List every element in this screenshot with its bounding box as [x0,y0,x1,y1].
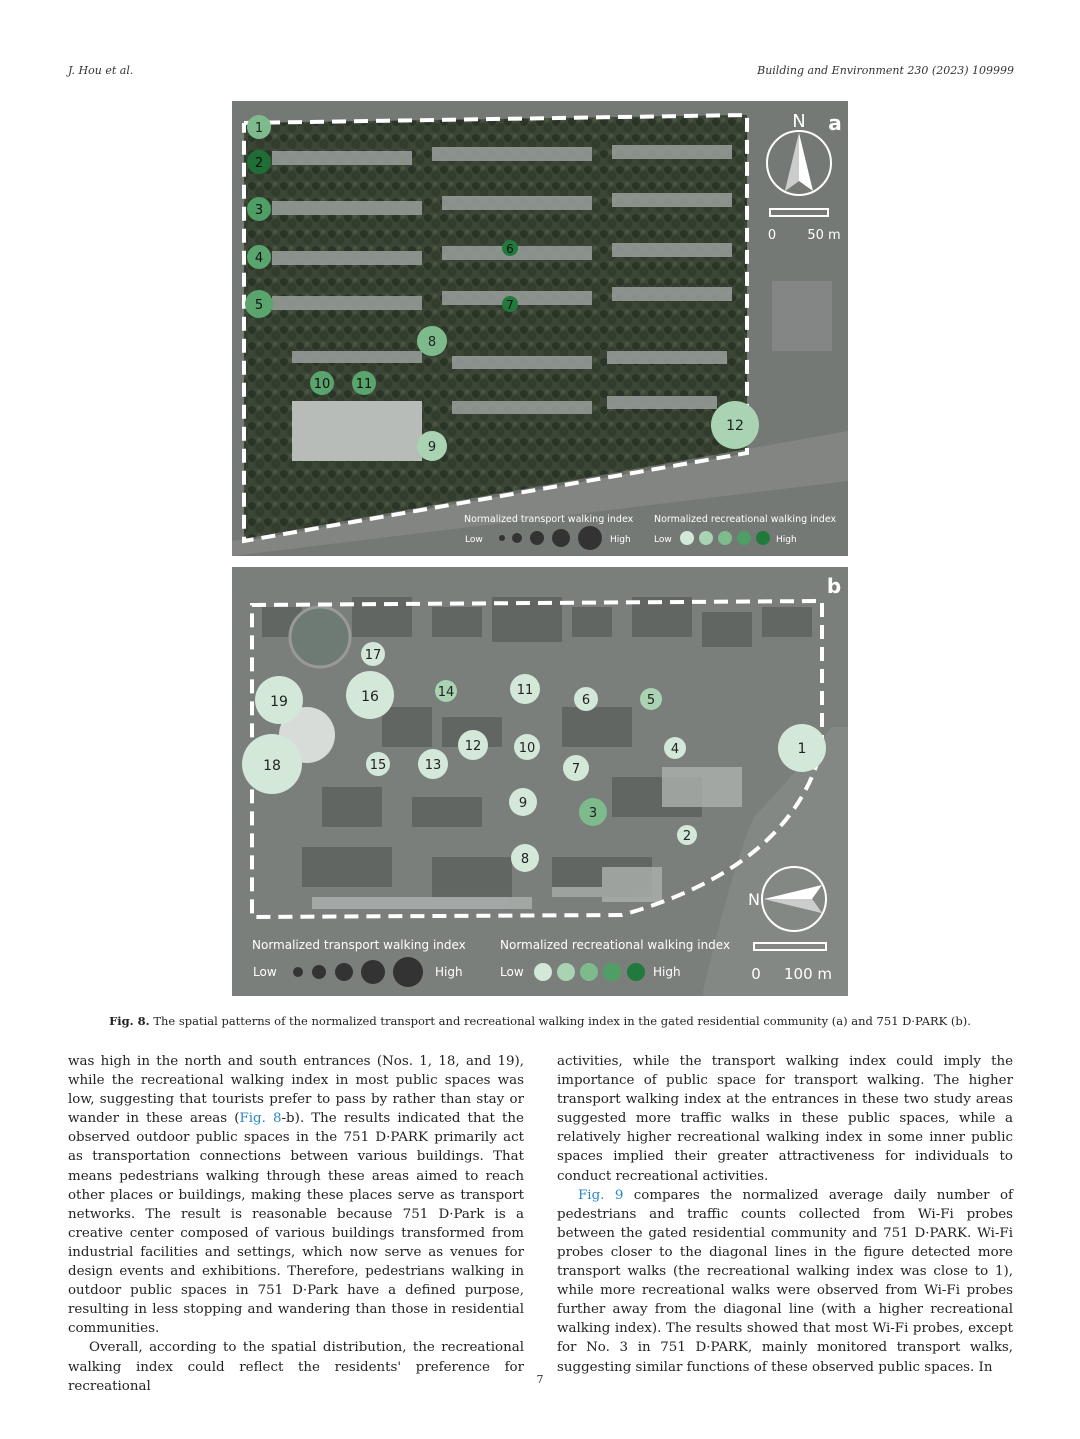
probe-point [511,844,539,872]
large-building [292,401,422,461]
probe-point [245,290,273,318]
svg-text:14: 14 [437,685,455,700]
probe-point [247,197,271,221]
svg-text:Low: Low [465,535,483,545]
page-number: 7 [536,1373,544,1386]
svg-text:Normalized recreational walkin: Normalized recreational walking index [500,938,731,952]
svg-text:9: 9 [518,796,528,811]
probe-point [502,296,518,312]
svg-text:11: 11 [516,683,534,698]
paragraph: Fig. 9 compares the normalized average daily number of pedestrians and traffic counts collected from Wi-Fi probes between the gated residential community and 751 D·PARK. Wi-Fi probes closer to the diagonal lines in the figure detected more transport walks (the recreational walking index was close to 1), while more recreational walks were observed from Wi-Fi probes further away from the diagonal line (with a higher recreational walking index). The results showed that most Wi-Fi probes, except for No. 3 in 751 D·PARK, mainly monitored transport walks, suggesting similar functions of these observed public spaces. In [557,1187,1013,1375]
svg-text:15: 15 [369,758,387,773]
svg-text:16: 16 [361,689,379,705]
svg-text:0: 0 [751,965,761,983]
svg-text:12: 12 [464,739,482,754]
panel-label-a: a [828,111,842,135]
probe-point [310,371,334,395]
figure-reference-link[interactable]: Fig. 8 [239,1111,282,1127]
svg-text:3: 3 [588,806,598,821]
figure-caption [68,1014,1012,1028]
probe-point [778,724,826,772]
probe-point [352,371,376,395]
svg-text:6: 6 [581,693,591,708]
probe-point [502,240,518,256]
svg-text:7: 7 [506,298,514,312]
probe-point [247,115,271,139]
svg-text:N: N [792,111,806,132]
caption-text: The spatial patterns of the normalized transport and recreational walking index in the gated residential community (a) and 751 D·PARK (b). [153,1014,971,1028]
probe-point [417,326,447,356]
svg-text:Normalized transport walking i: Normalized transport walking index [464,514,634,525]
probe-point [510,674,540,704]
svg-text:Normalized transport walking i: Normalized transport walking index [252,938,466,952]
svg-text:1: 1 [797,741,807,757]
probe-point [247,150,271,174]
svg-text:High: High [435,965,463,979]
probe-point [563,755,589,781]
probe-point [346,671,394,719]
probe-point [247,245,271,269]
caption-label: Fig. 8. [109,1014,150,1028]
svg-text:50 m: 50 m [807,228,841,243]
probe-point [417,431,447,461]
running-header-authors: J. Hou et al. [68,64,134,77]
svg-text:3: 3 [254,203,264,218]
svg-text:17: 17 [364,648,382,663]
svg-text:Low: Low [654,535,672,545]
svg-text:10: 10 [313,377,331,392]
svg-text:1: 1 [254,121,264,136]
svg-text:Normalized recreational walkin: Normalized recreational walking index [654,514,837,525]
svg-text:High: High [776,535,797,545]
svg-text:19: 19 [270,694,288,710]
svg-text:Low: Low [500,965,524,979]
probe-point [366,752,390,776]
figure-reference-link[interactable]: Fig. 9 [578,1187,624,1203]
probe-point [509,788,537,816]
svg-text:8: 8 [520,852,530,867]
probe-point [711,401,759,449]
svg-text:13: 13 [424,758,442,773]
probe-point [664,737,686,759]
svg-text:11: 11 [355,377,373,392]
probe-point [579,798,607,826]
svg-text:5: 5 [646,693,656,708]
probe-point [458,730,488,760]
svg-text:High: High [610,535,631,545]
body-column-right [557,1052,1013,1377]
probe-point [574,687,598,711]
svg-text:9: 9 [427,440,437,455]
figure-8b-map [232,567,848,996]
svg-text:8: 8 [427,335,437,350]
svg-text:2: 2 [254,156,264,171]
probe-point [435,680,457,702]
svg-text:12: 12 [726,418,744,434]
svg-text:7: 7 [571,762,581,777]
probe-point [514,734,540,760]
svg-text:0: 0 [767,228,777,243]
svg-text:10: 10 [518,741,536,756]
probe-point [418,749,448,779]
paragraph: was high in the north and south entrances (Nos. 1, 18, and 19), while the recreational walking index in most public spaces was low, suggesting that tourists prefer to pass by rather than stay or wander in these areas (Fig. 8-b). The results indicated that the observed outdoor public spaces in the 751 D·PARK primarily act as transportation connections between various buildings. That means pedestrians walking through these areas aimed to reach other places or buildings, making these places serve as transport networks. The result is reasonable because 751 D·Park is a creative center composed of various buildings transformed from industrial facilities and settings, which now serve as venues for design events and exhibitions. Therefore, pedestrians walking in outdoor public spaces in 751 D·Park have a defined purpose, resulting in less stopping and wandering than those in residential communities. [68,1054,524,1337]
svg-text:High: High [653,965,681,979]
paragraph: Overall, according to the spatial distribution, the recreational walking index could reflect the residents' preference for recreational [68,1340,524,1394]
body-column-left [68,1052,524,1396]
probe-point [361,642,385,666]
panel-label-b: b [826,574,842,598]
running-header-journal: Building and Environment 230 (2023) 109999 [757,64,1014,77]
probe-point [640,688,662,710]
paragraph: activities, while the transport walking index could imply the importance of public space for transport walking. The higher transport walking index at the entrances in these two study areas suggested more traffic walks in these public spaces, while a relatively higher recreational walking index in some inner public spaces implied their greater attractiveness for individuals to conduct recreational activities. [557,1054,1013,1184]
svg-text:6: 6 [506,242,514,256]
probe-point [242,734,302,794]
svg-text:18: 18 [263,758,281,774]
svg-text:4: 4 [670,742,680,757]
svg-text:100 m: 100 m [783,965,833,983]
probe-point [677,825,697,845]
svg-text:5: 5 [254,298,264,313]
probe-point [255,676,303,724]
svg-text:2: 2 [682,829,692,844]
svg-text:N: N [748,890,760,909]
figure-8a-map [232,101,848,556]
svg-text:4: 4 [254,251,264,266]
svg-text:Low: Low [253,965,277,979]
